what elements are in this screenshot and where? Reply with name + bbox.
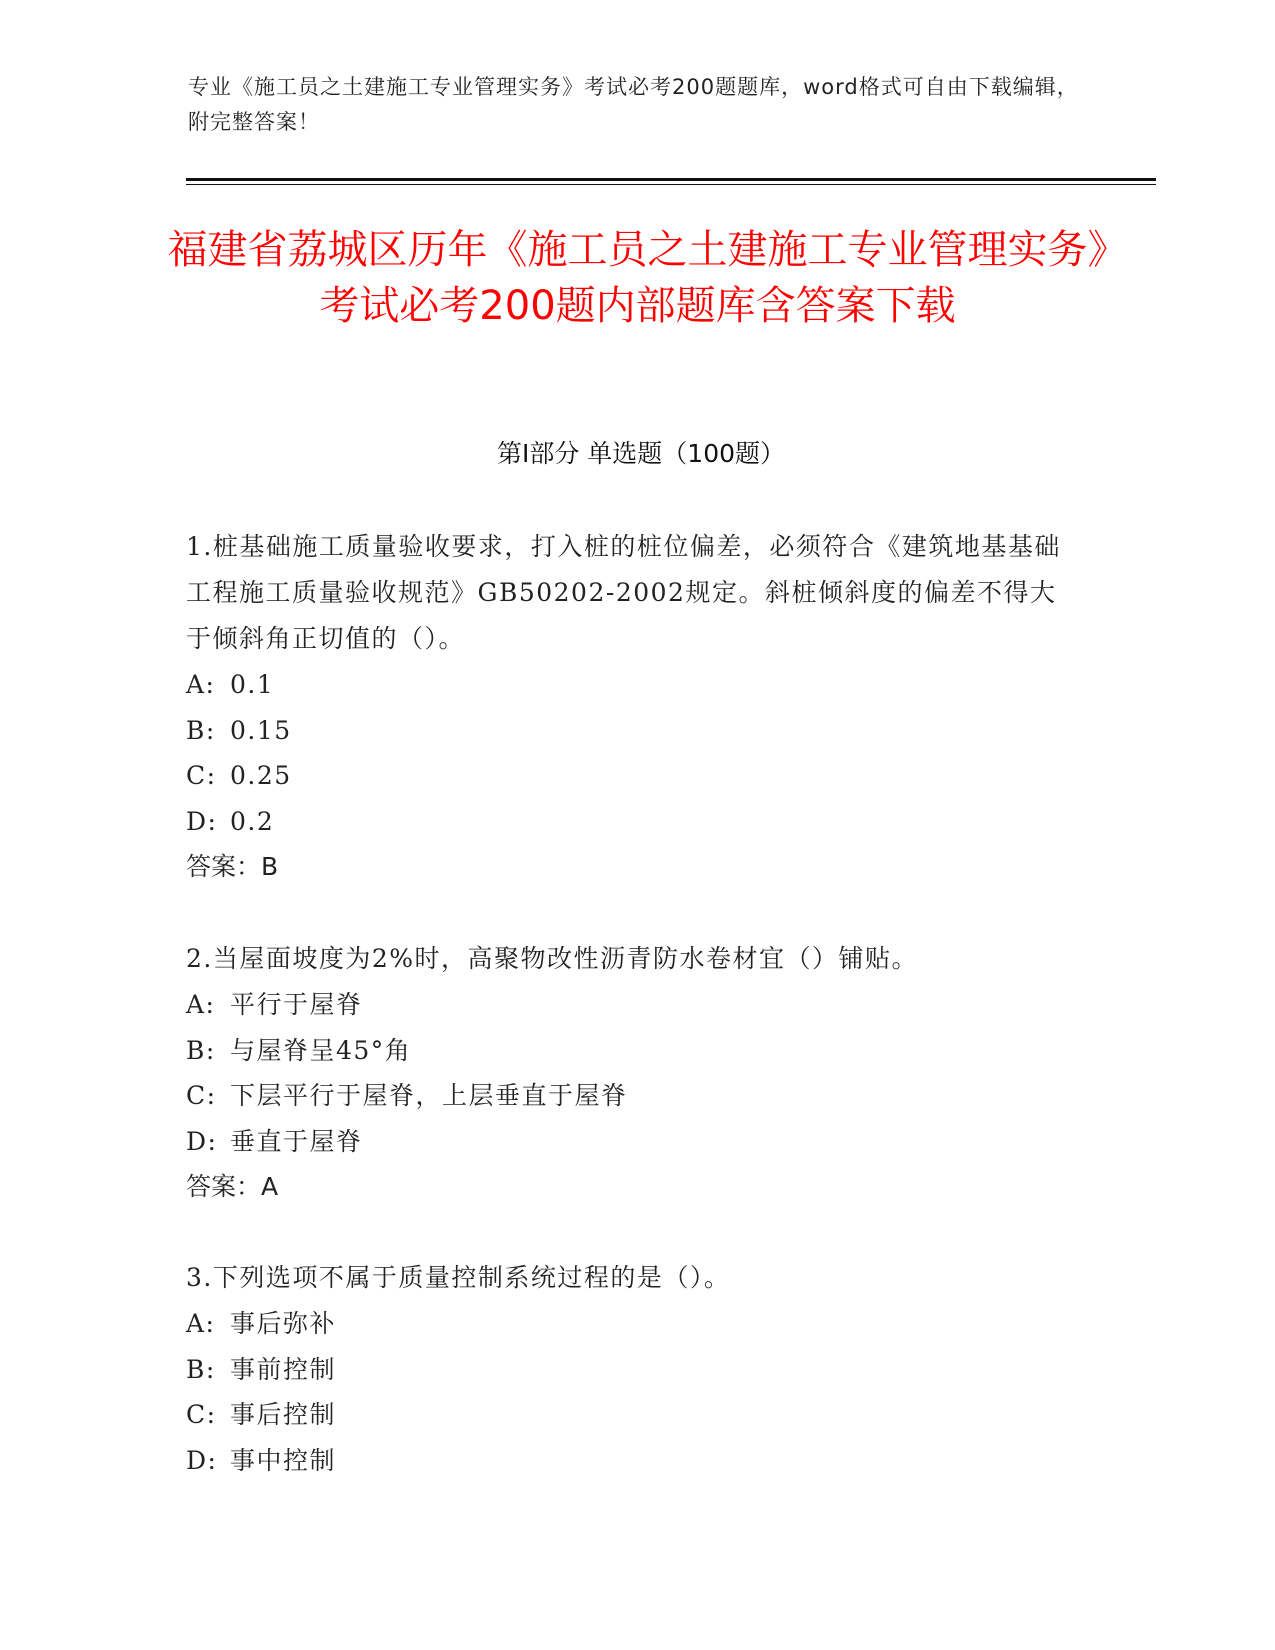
option-b [186, 1028, 1066, 1074]
question-stem: 3.下列选项不属于质量控制系统过程的是（）。 [186, 1263, 731, 1292]
option-letter: A: [186, 990, 216, 1019]
option-c [186, 1392, 1066, 1438]
option-text: 0.2 [230, 806, 275, 836]
option-letter: C: [186, 761, 217, 790]
option-c [186, 1073, 1066, 1119]
option-letter: B: [186, 1354, 216, 1384]
option-text: 事后控制 [230, 1400, 337, 1429]
question-3 [186, 1255, 1066, 1483]
option-c [186, 753, 1066, 799]
option-letter: D: [186, 806, 218, 836]
option-text: 垂直于屋脊 [230, 1126, 363, 1156]
option-a [186, 1301, 1066, 1347]
option-a [186, 662, 1066, 708]
option-letter: A: [186, 1309, 216, 1338]
option-text: 0.15 [230, 715, 292, 745]
header-rule-thin [186, 184, 1156, 185]
document-title: 福建省荔城区历年《施工员之土建施工专业管理实务》考试必考200题内部题库含答案下载 [167, 227, 1108, 329]
option-text: 事前控制 [230, 1354, 337, 1384]
question-2 [186, 936, 1066, 1209]
option-b [186, 1347, 1066, 1393]
option-a [186, 982, 1066, 1028]
option-b [186, 708, 1066, 754]
section-title: 第Ⅰ部分 单选题（100题） [496, 439, 786, 468]
option-letter: C: [186, 1081, 217, 1110]
option-text: 事中控制 [230, 1445, 337, 1475]
option-d [186, 799, 1066, 845]
option-text: 下层平行于屋脊，上层垂直于屋脊 [230, 1081, 628, 1110]
option-letter: B: [186, 715, 216, 745]
option-letter: A: [186, 670, 216, 699]
question-answer: 答案：B [186, 852, 279, 881]
question-stem: 2.当屋面坡度为2%时，高聚物改性沥青防水卷材宜（）铺贴。 [186, 944, 919, 973]
question-1 [186, 524, 1066, 889]
option-letter: D: [186, 1126, 218, 1156]
header-note: 专业《施工员之土建施工专业管理实务》考试必考200题题库，word格式可自由下载编辑，附完整答案！ [188, 75, 1079, 134]
option-text: 0.25 [230, 761, 292, 790]
option-letter: B: [186, 1035, 216, 1065]
option-letter: C: [186, 1400, 217, 1429]
option-text: 平行于屋脊 [230, 990, 363, 1019]
option-d [186, 1438, 1066, 1484]
option-text: 事后弥补 [230, 1309, 337, 1338]
question-answer: 答案：A [186, 1172, 279, 1201]
option-text: 与屋脊呈45°角 [230, 1035, 412, 1065]
option-text: 0.1 [230, 670, 275, 699]
question-stem: 1.桩基础施工质量验收要求，打入桩的桩位偏差，必须符合《建筑地基基础工程施工质量验收规范》GB50202-2002规定。斜桩倾斜度的偏差不得大于倾斜角正切值的（）。 [186, 532, 1061, 653]
header-rule-thick [186, 178, 1156, 181]
option-letter: D: [186, 1445, 218, 1475]
option-d [186, 1119, 1066, 1165]
